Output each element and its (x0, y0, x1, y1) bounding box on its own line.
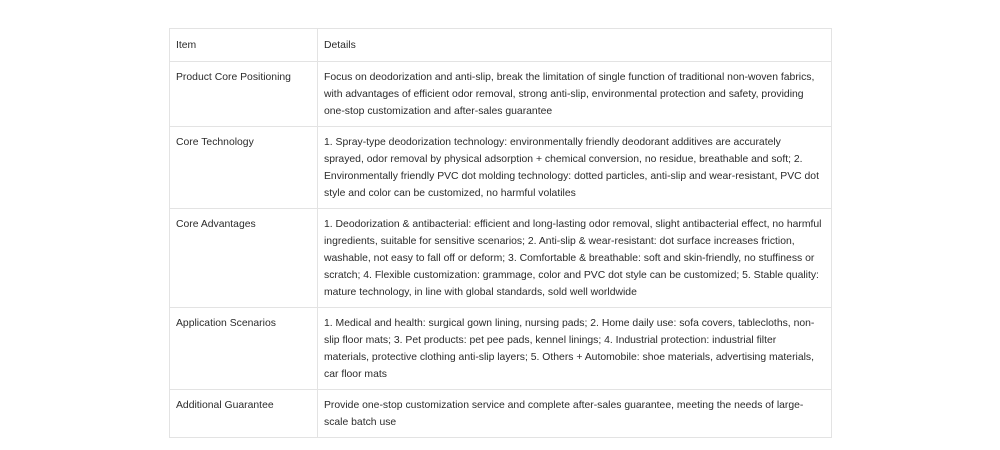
row-item-cell: Additional Guarantee (170, 390, 318, 438)
row-details-cell: 1. Medical and health: surgical gown lining, nursing pads; 2. Home daily use: sofa covers, tablecloths, non-slip floor mats; 3. Pet products: pet pee pads, kennel linings; 4. Industrial protection: industrial filter materials, protective clothing anti-slip layers; 5. Others + Automobile: shoe materials, advertising materials, car floor mats (318, 308, 832, 390)
table-row (170, 62, 832, 127)
product-info-table-container (169, 28, 831, 438)
table-row (170, 127, 832, 209)
row-details-cell: 1. Deodorization & antibacterial: efficient and long-lasting odor removal, slight antibacterial effect, no harmful ingredients, suitable for sensitive scenarios; 2. Anti-slip & wear-resistant: dot surface increases friction, washable, not easy to fall off or deform; 3. Comfortable & breathable: soft and skin-friendly, no stuffiness or scratch; 4. Flexible customization: grammage, color and PVC dot style can be customized; 5. Stable quality: mature technology, in line with global standards, sold well worldwide (318, 209, 832, 308)
row-item-cell: Core Advantages (170, 209, 318, 308)
header-details: Details (318, 29, 832, 62)
row-details-cell: 1. Spray-type deodorization technology: environmentally friendly deodorant additives are accurately sprayed, odor removal by physical adsorption + chemical conversion, no residue, breathable and soft; 2. Environmentally friendly PVC dot molding technology: dotted particles, anti-slip and wear-resistant, PVC dot style and color can be customized, no harmful volatiles (318, 127, 832, 209)
table-header-row (170, 29, 832, 62)
table-row (170, 209, 832, 308)
header-item: Item (170, 29, 318, 62)
row-item-cell: Product Core Positioning (170, 62, 318, 127)
row-details-cell: Focus on deodorization and anti-slip, break the limitation of single function of traditional non-woven fabrics, with advantages of efficient odor removal, strong anti-slip, environmental protection and safety, providing one-stop customization and after-sales guarantee (318, 62, 832, 127)
row-item-cell: Core Technology (170, 127, 318, 209)
product-info-table (169, 28, 832, 438)
row-details-cell: Provide one-stop customization service and complete after-sales guarantee, meeting the needs of large-scale batch use (318, 390, 832, 438)
row-item-cell: Application Scenarios (170, 308, 318, 390)
table-row (170, 390, 832, 438)
table-row (170, 308, 832, 390)
